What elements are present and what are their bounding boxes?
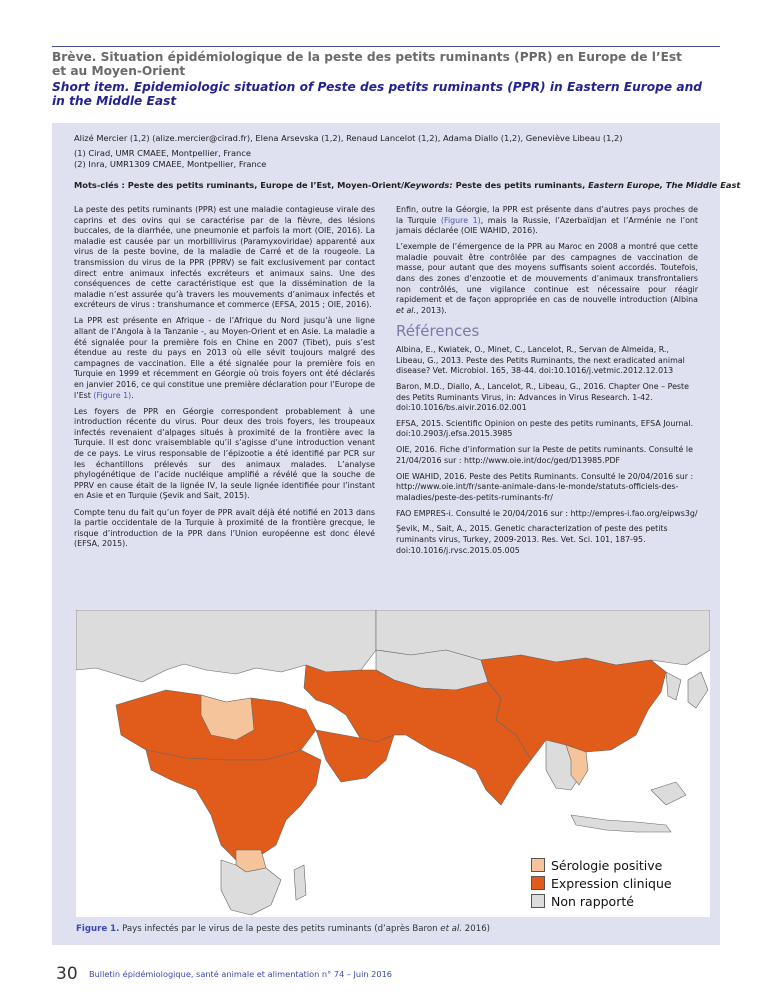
affiliation-1: (1) Cirad, UMR CMAEE, Montpellier, France — [74, 148, 251, 158]
paragraph-5-text: Enfin, outre la Géorgie, la PPR est présente dans d’autres pays proches de la Turquie — [396, 205, 698, 225]
affiliations — [74, 148, 266, 169]
reference-item: Baron, M.D., Diallo, A., Lancelot, R., Libeau, G., 2016. Chapter One – Peste des Petits Ruminants Virus, in: Advances in Virus Research. 1-42. doi:10.1016/bs.aivir.2016.02.001 — [396, 381, 689, 413]
keywords — [74, 180, 741, 190]
legend-clinical — [531, 874, 672, 892]
legend-serology — [531, 856, 672, 874]
keywords-fr: Mots-clés : Peste des petits ruminants, Europe de l’Est, Moyen-Orient/ — [74, 180, 405, 190]
reference-item: FAO EMPRES-i. Consulté le 20/04/2016 sur : http://empres-i.fao.org/eipws3g/ — [396, 508, 698, 518]
affiliation-2: (2) Inra, UMR1309 CMAEE, Montpellier, France — [74, 158, 267, 169]
keywords-en-2: Eastern Europe, The Middle East — [588, 180, 741, 190]
paragraph-5-end: , mais la Russie, l’Azerbaïdjan et l’Arménie ne l’ont jamais déclarée (OIE WAHID, 2016). — [396, 215, 699, 236]
page-number: 30 — [56, 964, 78, 984]
legend-swatch-not-reported — [531, 894, 545, 908]
figure-1-link[interactable]: (Figure 1) — [93, 390, 132, 400]
paragraph-6 — [396, 242, 698, 316]
figure-caption-end: 2016) — [462, 924, 491, 934]
references-title: Références — [396, 321, 480, 340]
legend-swatch-clinical — [531, 876, 545, 890]
figure-caption-etal: et al. — [440, 924, 463, 934]
reference-item: Şevik, M., Sait, A., 2015. Genetic characterization of peste des petits ruminants virus, Turkey, 2009-2013. Res. Vet. Sci. 101, 187-95. doi:10.1016/j.rvsc.2015.05.005 — [396, 524, 668, 555]
map-subsaharan-africa — [146, 750, 321, 860]
paragraph-2-end: . — [131, 390, 134, 400]
legend-label-clinical: Expression clinique — [551, 875, 672, 891]
title-english: Short item. Epidemiologic situation of Peste des petits ruminants (PPR) in Eastern Europe and in the Middle East — [52, 80, 703, 108]
paragraph-4: Compte tenu du fait qu’un foyer de PPR avait déjà été notifié en 2013 dans la partie occidentale de la Turquie à proximité de la frontière grecque, le risque d’introduction de la PPR dans l’Union européenne est donc élevé (EFSA, 2015). — [74, 507, 375, 549]
paragraph-2 — [74, 316, 375, 401]
legend-label-not-reported: Non rapporté — [551, 893, 634, 909]
paragraph-6-end: , 2013). — [416, 305, 447, 315]
figure-label: Figure 1. — [76, 924, 120, 934]
reference-item: OIE, 2016. Fiche d’information sur la Peste de petits ruminants. Consulté le 21/04/2016 sur : http://www.oie.int/doc/ged/D13985.PDF — [396, 445, 693, 465]
reference-item: Albina, E., Kwiatek, O., Minet, C., Lancelot, R., Servan de Almeida, R., Libeau, G., 2013. Peste des Petits Ruminants, the next eradicated animal disease? Vet. Microbiol. 165, 38-44. doi:10.1016/j.vetmic.2012.12.013 — [396, 344, 685, 376]
title-french: Brève. Situation épidémiologique de la peste des petits ruminants (PPR) en Europe de l’Est et au Moyen-Orient — [52, 50, 683, 78]
map-korea-japan — [666, 672, 708, 708]
figure-caption — [76, 924, 490, 934]
keywords-en-label: Keywords: — [404, 180, 453, 190]
references-list — [396, 345, 698, 556]
paragraph-6-text: L’exemple de l’émergence de la PPR au Maroc en 2008 a montré que cette maladie pouvait être contrôlée par des campagnes de vaccination de masse, pour autant que des moyens suffisants soient accordés. Toutefois, dans des zones d’enzootie et de mouvements d’animaux transfrontaliers non contrôlés, une vigilance continue est nécessaire pour réagir rapidement et de façon appropriée en cas de nouvelle introduction (Albina — [396, 242, 698, 305]
body-column-left — [74, 205, 375, 555]
reference-item: EFSA, 2015. Scientific Opinion on peste des petits ruminants, EFSA Journal. doi:10.2903/j.efsa.2015.3985 — [396, 418, 694, 439]
figure-1-link-2[interactable]: (Figure 1) — [440, 215, 481, 225]
legend-not-reported — [531, 892, 672, 910]
keywords-en-1: Peste des petits ruminants, — [452, 180, 589, 190]
paragraph-1: La peste des petits ruminants (PPR) est une maladie contagieuse virale des caprins et des ovins qui se caractérise par de la fièvre, des lésions buccales, de la diarrhée, une pneumonie et parfois la mort (OIE, 2016). La maladie est causée par un morbillivirus (Paramyxoviridae) apparenté aux virus de la peste bovine, de la maladie de Carré et de la rougeole. La transmission du virus de la PPR (PPRV) se fait exclusivement par contact direct entre animaux infectés excréteurs et animaux sains. Une des conséquences de cette caractéristique est que la dissémination de la maladie n’est assurée qu’à travers les mouvements d’animaux infectés et excréteurs de virus : transhumance et commerce (EFSA, 2015 ; OIE, 2016). — [74, 205, 375, 310]
legend-swatch-serology — [531, 858, 545, 872]
map-indonesia — [571, 782, 686, 832]
reference-item: OIE WAHID, 2016. Peste des Petits Ruminants. Consulté le 20/04/2016 sur : http://www.oie.int/fr/sante-animale-dans-le-monde/statuts-officiels-des-maladies/peste-des-petits-ruminants-fr/ — [396, 471, 694, 502]
header-rule — [52, 46, 720, 47]
legend-label-serology: Sérologie positive — [551, 857, 663, 873]
figure-caption-text: Pays infectés par le virus de la peste des petits ruminants (d’après Baron — [119, 924, 441, 934]
paragraph-2-text: La PPR est présente en Afrique - de l’Afrique du Nord jusqu’à une ligne allant de l’Angola à la Tanzanie -, au Moyen-Orient et en Asie. La maladie a été signalée pour la première fois en Chine en 2007 (Tibet), puis s’est étendue au reste du pays en 2013 où elle sévit toujours malgré des campagnes de vaccination. Elle a été signalée pour la première fois en Turquie en 1999 et récemment en Géorgie où trois foyers ont été déclarés en janvier 2016, ce qui constitue une première déclaration pour l’Europe de l’Est — [74, 316, 375, 400]
map-legend — [531, 856, 672, 910]
authors: Alizé Mercier (1,2) (alize.mercier@cirad.fr), Elena Arsevska (1,2), Renaud Lancelot (1,2), Adama Diallo (1,2), Geneviève Libeau (1,2) — [74, 133, 623, 143]
paragraph-5 — [396, 205, 698, 237]
map-madagascar — [294, 865, 306, 900]
paragraph-3: Les foyers de PPR en Géorgie correspondent probablement à une introduction récente du virus. Pour deux des trois foyers, les troupeaux infectés revenaient d’alpages situés à proximité de la frontière avec la Turquie. Il est donc vraisemblable qu’il s’agisse d’une introduction venant de ce pays. Le virus responsable de l’épizootie a été identifié par PCR sur les échantillons prélevés sur des animaux malades. L’analyse phylogénétique de l’acide nucléique amplifié a révélé que la souche de PPRV en cause était de la lignée IV, la seule lignée identifiée pour l’instant en Asie et en Turquie (Şevik and Sait, 2015). — [74, 406, 375, 501]
body-column-right — [396, 205, 698, 561]
paragraph-6-etal: et al. — [396, 305, 416, 315]
journal-footer: Bulletin épidémiologique, santé animale et alimentation n° 74 – Juin 2016 — [89, 969, 393, 979]
map-europe — [76, 610, 376, 682]
